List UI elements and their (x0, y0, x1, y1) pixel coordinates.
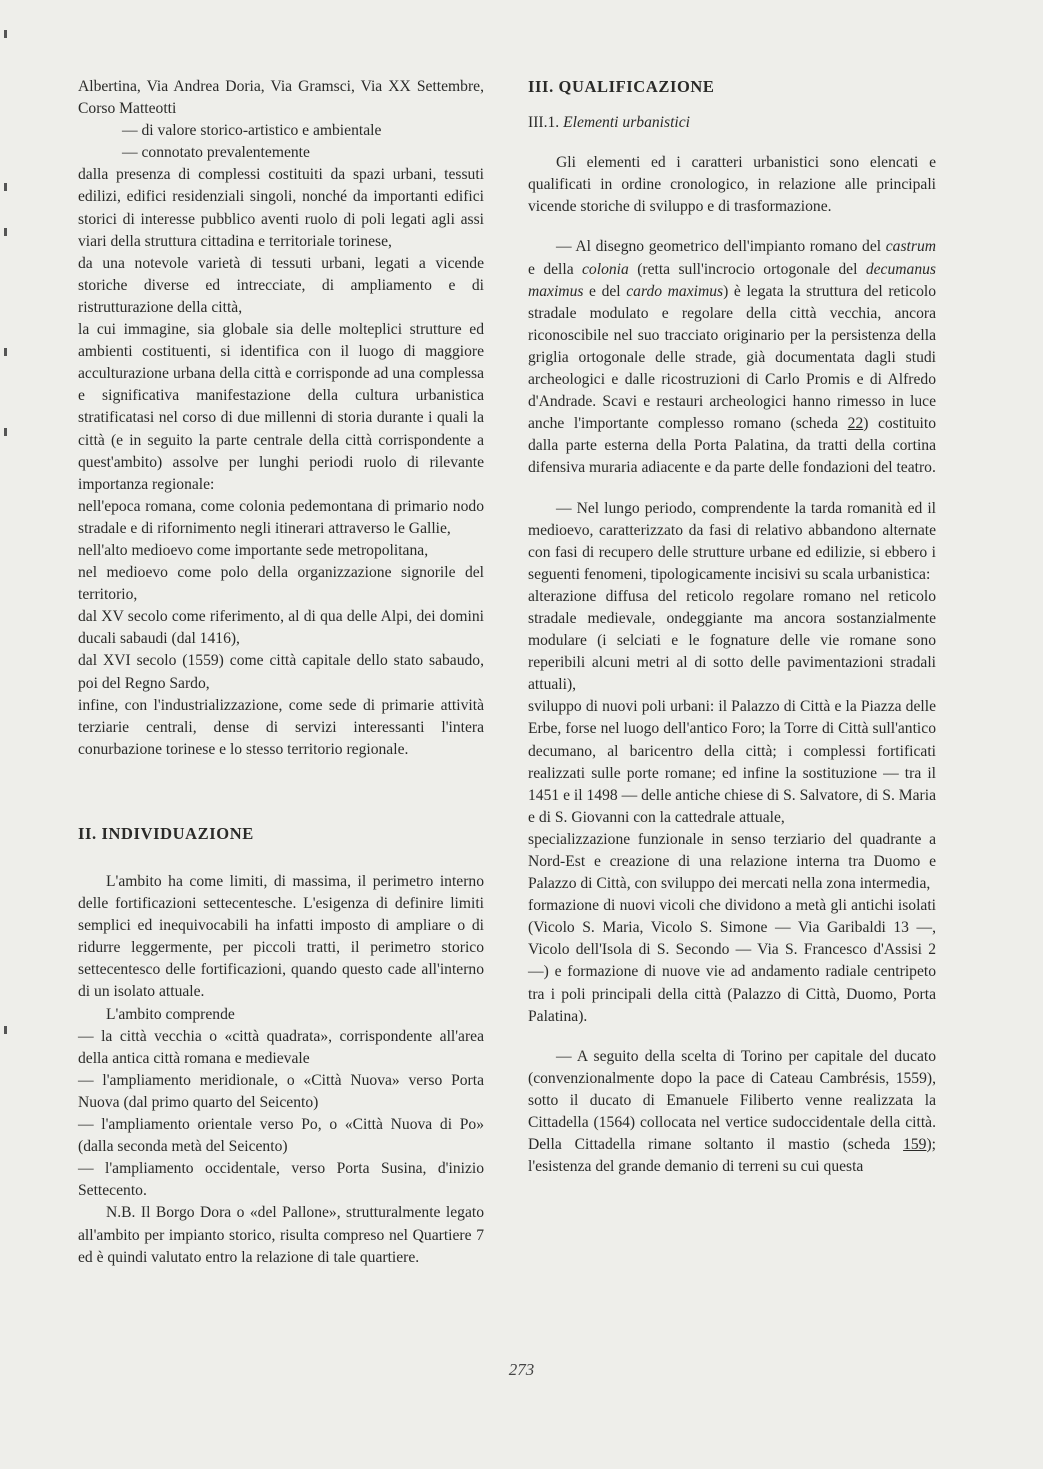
paragraph (528, 1046, 936, 1179)
latin-term: castrum (885, 238, 936, 256)
paragraph (528, 236, 936, 479)
paragraph: L'ambito ha come limiti, di massima, il perimetro interno delle fortificazioni settecentesche. L'esigenza di definire limiti semplici ed inequivocabili ha infatti imposto di ampliare o di ridurre leggermente, per piccoli tratti, il perimetro storico settecentesco delle fortificazioni, quando questo cade all'interno di un isolato attuale. (78, 873, 484, 1001)
paragraph: dal XVI secolo (1559) come città capitale dello stato sabaudo, poi del Regno Sardo, (78, 652, 484, 692)
margin-mark (4, 428, 7, 436)
text-run: — Al disegno geometrico dell'impianto romano del (556, 238, 886, 256)
paragraph: nel medioevo come polo della organizzazione signorile del territorio, (78, 564, 484, 604)
paragraph: sviluppo di nuovi poli urbani: il Palazzo di Città e la Piazza delle Erbe, forse nel luogo dell'antico Foro; la Torre di Città sull'antico decumano, al baricentro della città; i complessi fortificati realizzati sulle porte romane; ed infine la sostituzione — tra il 1451 e il 1498 — delle antiche chiese di S. Salvatore, di S. Maria e di S. Giovanni con la cattedrale attuale, (528, 698, 936, 826)
paragraph: formazione di nuovi vicoli che dividono a metà gli antichi isolati (Vicolo S. Maria, Vicolo S. Simone — Via Garibaldi 13 —, Vicolo dell'Isola di S. Secondo — Via S. Francesco d'Assisi 2 —) e formazione di nuove vie ad andamento radiale centripeto tra i poli principali della città (Palazzo di Città, Duomo, Porta Palatina). (528, 897, 936, 1025)
paragraph: — l'ampliamento occidentale, verso Porta Susina, d'inizio Settecento. (78, 1160, 484, 1200)
paragraph: specializzazione funzionale in senso terziario del quadrante a Nord-Est e creazione di una relazione interna tra Duomo e Palazzo di Città, con sviluppo dei mercati nella zona intermedia, (528, 830, 936, 893)
margin-mark (4, 30, 7, 38)
section-heading: II. INDIVIDUAZIONE (78, 823, 254, 843)
paragraph: alterazione diffusa del reticolo regolare romano nel reticolo stradale medievale, ondeggiante ma ancora sostanzialmente modulare (i selciati e le fognature delle vie romane sono reperibili alcuni metri al di sotto delle pavimentazioni stradali attuali), (528, 587, 936, 694)
paragraph: nell'epoca romana, come colonia pedemontana di primario nodo stradale e di rifornimento negli itinerari attraverso le Gallie, (78, 497, 484, 537)
paragraph: nell'alto medioevo come importante sede metropolitana, (78, 541, 429, 559)
paragraph: — di valore storico-artistico e ambientale (122, 122, 382, 140)
paragraph: dal XV secolo come riferimento, al di qua delle Alpi, dei domini ducali sabaudi (dal 1416), (78, 608, 484, 648)
paragraph: dalla presenza di complessi costituiti da spazi urbani, tessuti edilizi, edifici residenziali singoli, nonché da importanti edifici storici di interesse pubblico aventi ruolo di poli legati agli assi viari della struttura cittadina e territoriale torinese, (78, 166, 484, 250)
paragraph: Gli elementi ed i caratteri urbanistici sono elencati e qualificati in ordine cronologico, in relazione alle principali vicende storiche di sviluppo e di trasformazione. (528, 154, 936, 216)
paragraph: da una notevole varietà di tessuti urbani, legati a vicende storiche diverse ed intrecciate, di ampliamento e di ristrutturazione della città, (78, 254, 484, 316)
right-column (528, 76, 936, 1178)
text-run: ) costituito dalla parte esterna della Porta Palatina, da tratti della cortina difensiva muraria adiacente e da parte delle fondazioni del teatro. (528, 415, 936, 477)
paragraph: N.B. Il Borgo Dora o «del Pallone», strutturalmente legato all'ambito per impianto storico, risulta compreso nel Quartiere 7 ed è quindi valutato entro la relazione di tale quartiere. (78, 1204, 484, 1266)
margin-mark (4, 348, 7, 356)
page-number: 273 (508, 1360, 535, 1379)
margin-mark (4, 1026, 7, 1034)
latin-term: cardo maximus (626, 282, 724, 300)
left-column (78, 76, 484, 1269)
text-run: e del (583, 282, 627, 300)
scheda-reference: 159 (903, 1136, 927, 1154)
latin-term: colonia (582, 260, 629, 278)
latin-term: decumanus maximus (528, 260, 936, 300)
paragraph: Albertina, Via Andrea Doria, Via Gramsci, Via XX Settembre, Corso Matteotti (78, 78, 484, 118)
margin-mark (4, 228, 7, 236)
paragraph: — connotato prevalentemente (122, 144, 310, 162)
paragraph: — l'ampliamento orientale verso Po, o «Città Nuova di Po» (dalla seconda metà del Seicento) (78, 1116, 484, 1156)
text-run: — A seguito della scelta di Torino per capitale del ducato (convenzionalmente dopo la pace di Cateau Cambrésis, 1559), sotto il ducato di Emanuele Filiberto venne realizzata la Cittadella (1564) collocata nel vertice sudoccidentale della città. Della Cittadella rimane soltanto il mastio (scheda (528, 1047, 936, 1154)
subsection-heading (528, 112, 936, 134)
text-run: (retta sull'incrocio ortogonale del (628, 260, 866, 278)
margin-mark (4, 183, 7, 191)
text-run: ) è legata la struttura del reticolo stradale modulato e regolare della città vecchia, ancora riconoscibile nel suo tracciato originario per la persistenza della griglia ortogonale delle strade, già documentata dagli studi archeologici e dalle ricostruzioni di Carlo Promis e di Alfredo d'Andrade. Scavi e restauri archeologici hanno rimesso in luce anche l'importante complesso romano (scheda (528, 282, 936, 433)
section-heading: III. QUALIFICAZIONE (528, 77, 715, 96)
text-run: e della (528, 260, 583, 278)
subsection-number: III.1. (528, 114, 560, 132)
paragraph: infine, con l'industrializzazione, come sede di primarie attività terziarie centrali, dense di servizi interessanti l'intera conurbazione torinese e lo stesso territorio regionale. (78, 696, 484, 758)
paragraph: — Nel lungo periodo, comprendente la tarda romanità ed il medioevo, caratterizzato da fasi di relativo abbandono alternate con fasi di recupero delle strutture urbane ed edilizie, si ebbero i seguenti fenomeni, tipologicamente incisivi su scala urbanistica: (528, 499, 936, 583)
subsection-title: Elementi urbanistici (563, 114, 690, 132)
text-run: ); l'esistenza del grande demanio di terreni su cui questa (528, 1136, 936, 1176)
paragraph: — la città vecchia o «città quadrata», corrispondente all'area della antica città romana e medievale (78, 1027, 484, 1067)
paragraph: la cui immagine, sia globale sia delle molteplici strutture ed ambienti costituenti, si identifica con il luogo di maggiore acculturazione urbana della città e corrisponde ad una complessa e significativa manifestazione della cultura urbanistica stratificatasi nel corso di due millenni di storia durante i quali la città (e in seguito la parte centrale della città corrispondente a quest'ambito) assolve per lunghi periodi ruolo di rilevante importanza regionale: (78, 321, 484, 493)
paragraph: L'ambito comprende (106, 1005, 235, 1023)
scheda-reference: 22 (847, 415, 864, 433)
paragraph: — l'ampliamento meridionale, o «Città Nuova» verso Porta Nuova (dal primo quarto del Seicento) (78, 1071, 484, 1111)
